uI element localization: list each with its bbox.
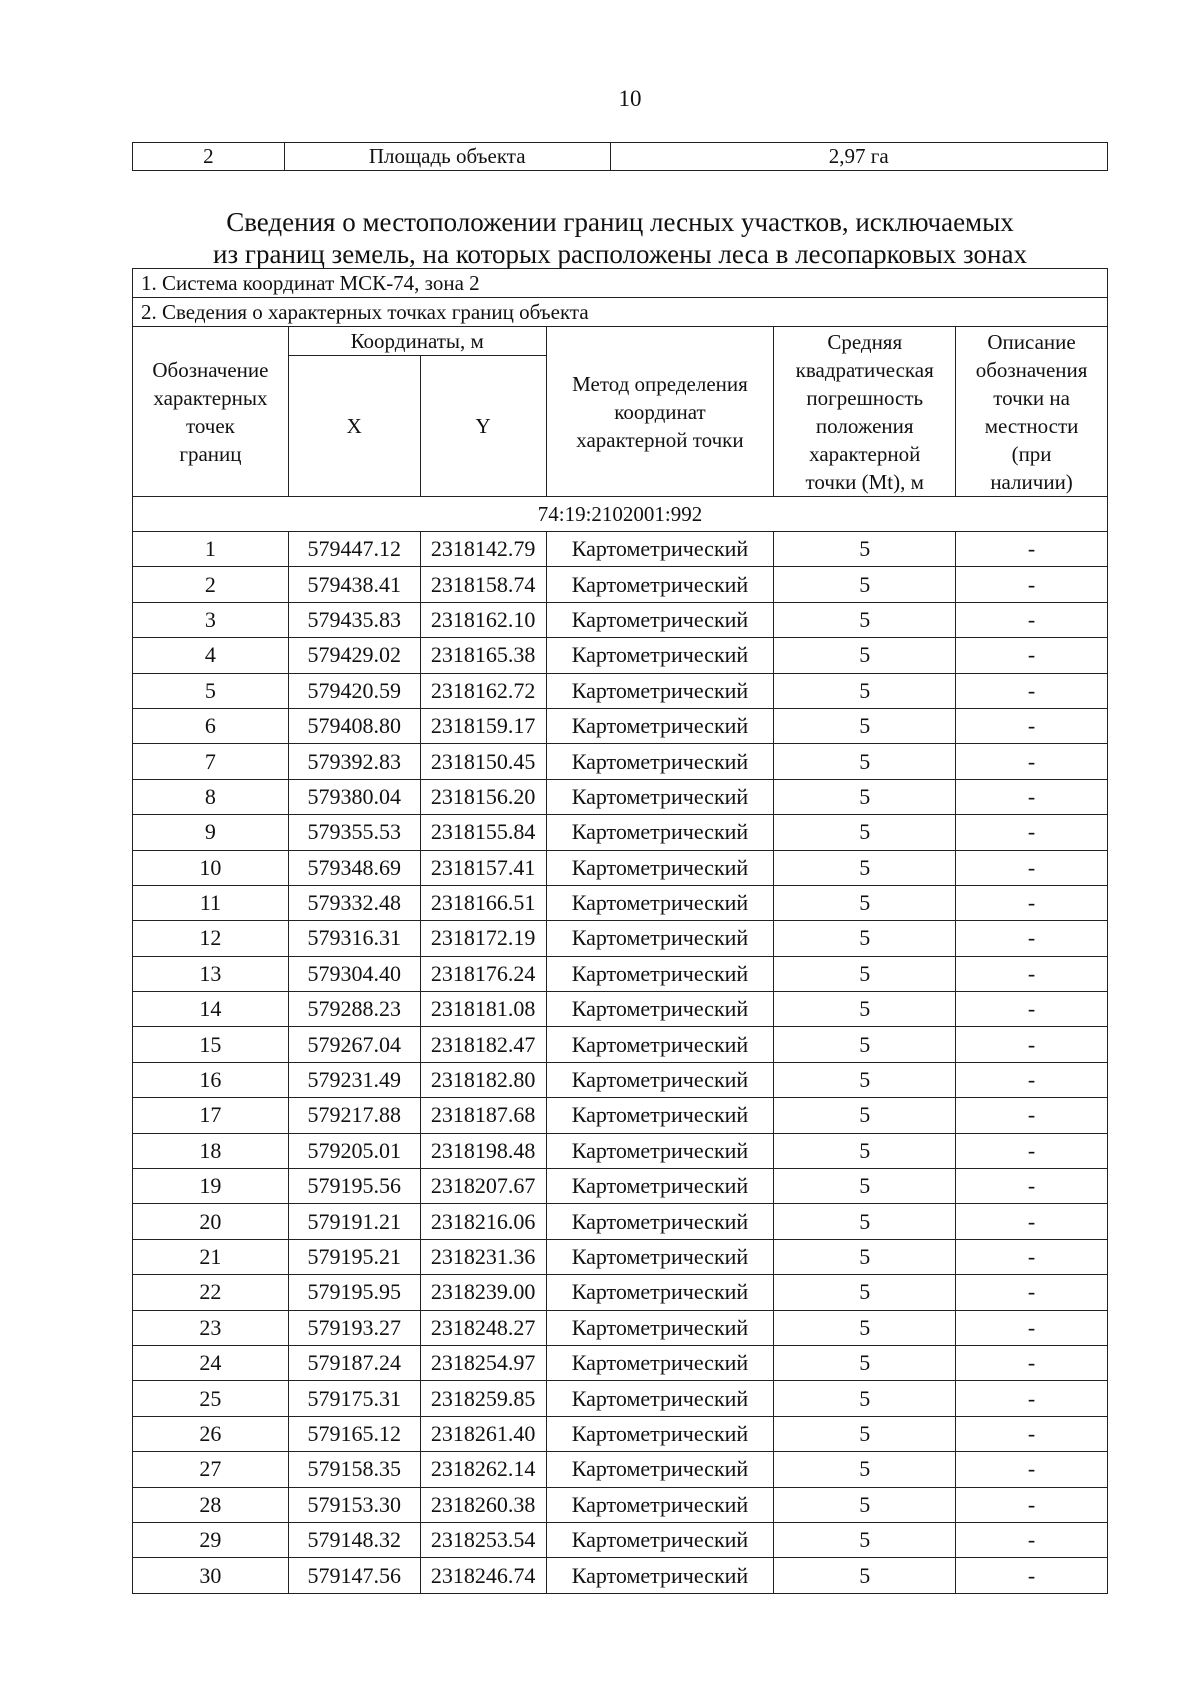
coord-x: 579165.12 <box>288 1416 420 1451</box>
coord-y: 2318142.79 <box>420 532 546 567</box>
table-row <box>133 850 1108 885</box>
method: Картометрический <box>546 1487 774 1522</box>
description: - <box>956 708 1108 743</box>
page-number: 10 <box>618 86 642 111</box>
point-number: 17 <box>133 1098 289 1133</box>
point-number: 22 <box>133 1275 289 1310</box>
description: - <box>956 638 1108 673</box>
point-number: 14 <box>133 992 289 1027</box>
coord-x: 579195.56 <box>288 1169 420 1204</box>
table-row <box>133 1558 1108 1593</box>
table-row <box>133 921 1108 956</box>
point-number: 7 <box>133 744 289 779</box>
coord-x: 579348.69 <box>288 850 420 885</box>
error-mt: 5 <box>774 992 956 1027</box>
coord-x: 579175.31 <box>288 1381 420 1416</box>
coord-x: 579205.01 <box>288 1133 420 1168</box>
method: Картометрический <box>546 850 774 885</box>
error-mt: 5 <box>774 673 956 708</box>
coord-x: 579191.21 <box>288 1204 420 1239</box>
description: - <box>956 885 1108 920</box>
description: - <box>956 956 1108 991</box>
coord-y: 2318158.74 <box>420 567 546 602</box>
coord-y: 2318155.84 <box>420 815 546 850</box>
error-mt: 5 <box>774 779 956 814</box>
description: - <box>956 1310 1108 1345</box>
error-mt: 5 <box>774 1522 956 1557</box>
table-row <box>133 1452 1108 1487</box>
table-row <box>133 532 1108 567</box>
description: - <box>956 1345 1108 1380</box>
coord-x: 579153.30 <box>288 1487 420 1522</box>
point-number: 15 <box>133 1027 289 1062</box>
description: - <box>956 744 1108 779</box>
coord-x: 579435.83 <box>288 602 420 637</box>
coord-x: 579288.23 <box>288 992 420 1027</box>
description: - <box>956 602 1108 637</box>
error-mt: 5 <box>774 1062 956 1097</box>
point-number: 20 <box>133 1204 289 1239</box>
table-row <box>133 1062 1108 1097</box>
error-mt: 5 <box>774 1133 956 1168</box>
coord-y: 2318187.68 <box>420 1098 546 1133</box>
description: - <box>956 1522 1108 1557</box>
description: - <box>956 779 1108 814</box>
coord-y: 2318246.74 <box>420 1558 546 1593</box>
table-row <box>133 1487 1108 1522</box>
coord-x: 579147.56 <box>288 1558 420 1593</box>
point-number: 6 <box>133 708 289 743</box>
point-number: 4 <box>133 638 289 673</box>
table-row <box>133 744 1108 779</box>
coord-x: 579217.88 <box>288 1098 420 1133</box>
table-row <box>133 1098 1108 1133</box>
coord-y: 2318156.20 <box>420 779 546 814</box>
method: Картометрический <box>546 1275 774 1310</box>
coord-y: 2318181.08 <box>420 992 546 1027</box>
description: - <box>956 1381 1108 1416</box>
table-row <box>133 673 1108 708</box>
point-number: 16 <box>133 1062 289 1097</box>
coord-y: 2318165.38 <box>420 638 546 673</box>
coord-y: 2318162.10 <box>420 602 546 637</box>
area-value: 2,97 га <box>610 143 1107 171</box>
error-mt: 5 <box>774 815 956 850</box>
error-mt: 5 <box>774 885 956 920</box>
table-row <box>133 1169 1108 1204</box>
header-method: Метод определения координат характерной точки <box>546 327 774 497</box>
description: - <box>956 1558 1108 1593</box>
point-number: 1 <box>133 532 289 567</box>
table-row <box>133 298 1108 327</box>
error-mt: 5 <box>774 1098 956 1133</box>
point-number: 2 <box>133 567 289 602</box>
method: Картометрический <box>546 602 774 637</box>
table-row <box>133 815 1108 850</box>
point-number: 25 <box>133 1381 289 1416</box>
header-row <box>133 327 1108 356</box>
table-row <box>133 1027 1108 1062</box>
coord-y: 2318239.00 <box>420 1275 546 1310</box>
error-mt: 5 <box>774 850 956 885</box>
point-number: 30 <box>133 1558 289 1593</box>
method: Картометрический <box>546 567 774 602</box>
method: Картометрический <box>546 1310 774 1345</box>
description: - <box>956 673 1108 708</box>
error-mt: 5 <box>774 1558 956 1593</box>
method: Картометрический <box>546 673 774 708</box>
header-y: Y <box>420 356 546 497</box>
description: - <box>956 1027 1108 1062</box>
table-row <box>133 1133 1108 1168</box>
table-row <box>133 1416 1108 1451</box>
table-row <box>133 956 1108 991</box>
point-number: 19 <box>133 1169 289 1204</box>
description: - <box>956 1416 1108 1451</box>
table-row <box>133 1522 1108 1557</box>
error-mt: 5 <box>774 1345 956 1380</box>
coord-x: 579447.12 <box>288 532 420 567</box>
coord-x: 579316.31 <box>288 921 420 956</box>
point-number: 29 <box>133 1522 289 1557</box>
method: Картометрический <box>546 885 774 920</box>
error-mt: 5 <box>774 1416 956 1451</box>
coord-y: 2318198.48 <box>420 1133 546 1168</box>
error-mt: 5 <box>774 1487 956 1522</box>
point-number: 28 <box>133 1487 289 1522</box>
description: - <box>956 1452 1108 1487</box>
point-number: 26 <box>133 1416 289 1451</box>
coord-y: 2318262.14 <box>420 1452 546 1487</box>
point-number: 18 <box>133 1133 289 1168</box>
method: Картометрический <box>546 744 774 779</box>
method: Картометрический <box>546 1558 774 1593</box>
heading-line-2: из границ земель, на которых расположены леса в лесопарковых зонах <box>213 239 1027 269</box>
error-mt: 5 <box>774 956 956 991</box>
point-number: 23 <box>133 1310 289 1345</box>
point-number: 21 <box>133 1239 289 1274</box>
method: Картометрический <box>546 779 774 814</box>
method: Картометрический <box>546 532 774 567</box>
coord-system-info: 1. Система координат МСК-74, зона 2 <box>133 269 1108 298</box>
table-row <box>133 638 1108 673</box>
boundary-points-table <box>132 268 1108 1594</box>
method: Картометрический <box>546 1133 774 1168</box>
coord-y: 2318176.24 <box>420 956 546 991</box>
coord-x: 579380.04 <box>288 779 420 814</box>
description: - <box>956 815 1108 850</box>
method: Картометрический <box>546 815 774 850</box>
coord-x: 579193.27 <box>288 1310 420 1345</box>
error-mt: 5 <box>774 602 956 637</box>
table-row <box>133 1310 1108 1345</box>
table-row <box>133 602 1108 637</box>
coord-x: 579148.32 <box>288 1522 420 1557</box>
error-mt: 5 <box>774 744 956 779</box>
method: Картометрический <box>546 708 774 743</box>
table-row <box>133 1381 1108 1416</box>
coord-x: 579195.21 <box>288 1239 420 1274</box>
table-row <box>133 885 1108 920</box>
error-mt: 5 <box>774 1204 956 1239</box>
method: Картометрический <box>546 638 774 673</box>
coord-x: 579438.41 <box>288 567 420 602</box>
coord-x: 579231.49 <box>288 1062 420 1097</box>
coord-y: 2318260.38 <box>420 1487 546 1522</box>
method: Картометрический <box>546 1416 774 1451</box>
header-error: Средняя квадратическая погрешность положения характерной точки (Mt), м <box>774 327 956 497</box>
description: - <box>956 850 1108 885</box>
area-table <box>132 142 1108 171</box>
coord-y: 2318150.45 <box>420 744 546 779</box>
heading-line-1: Сведения о местоположении границ лесных участков, исключаемых <box>226 207 1014 237</box>
coord-y: 2318248.27 <box>420 1310 546 1345</box>
coord-x: 579408.80 <box>288 708 420 743</box>
coord-x: 579187.24 <box>288 1345 420 1380</box>
table-row <box>133 992 1108 1027</box>
method: Картометрический <box>546 1098 774 1133</box>
method: Картометрический <box>546 1062 774 1097</box>
table-row <box>133 1345 1108 1380</box>
description: - <box>956 1275 1108 1310</box>
error-mt: 5 <box>774 567 956 602</box>
description: - <box>956 1133 1108 1168</box>
description: - <box>956 1204 1108 1239</box>
table-row <box>133 779 1108 814</box>
coord-y: 2318157.41 <box>420 850 546 885</box>
method: Картометрический <box>546 1239 774 1274</box>
coord-x: 579158.35 <box>288 1452 420 1487</box>
description: - <box>956 532 1108 567</box>
error-mt: 5 <box>774 1310 956 1345</box>
header-x: X <box>288 356 420 497</box>
description: - <box>956 1169 1108 1204</box>
header-coords: Координаты, м <box>288 327 546 356</box>
table-row <box>133 269 1108 298</box>
point-number: 24 <box>133 1345 289 1380</box>
description: - <box>956 1239 1108 1274</box>
coord-x: 579355.53 <box>288 815 420 850</box>
error-mt: 5 <box>774 1452 956 1487</box>
point-number: 9 <box>133 815 289 850</box>
point-number: 13 <box>133 956 289 991</box>
table-row <box>133 1275 1108 1310</box>
header-point: Обозначение характерных точек границ <box>133 327 289 497</box>
point-number: 8 <box>133 779 289 814</box>
coord-y: 2318162.72 <box>420 673 546 708</box>
description: - <box>956 567 1108 602</box>
error-mt: 5 <box>774 708 956 743</box>
method: Картометрический <box>546 992 774 1027</box>
header-description: Описание обозначения точки на местности (при наличии) <box>956 327 1108 497</box>
coord-y: 2318182.80 <box>420 1062 546 1097</box>
method: Картометрический <box>546 1345 774 1380</box>
coord-x: 579304.40 <box>288 956 420 991</box>
method: Картометрический <box>546 1381 774 1416</box>
point-number: 11 <box>133 885 289 920</box>
area-label: Площадь объекта <box>284 143 610 171</box>
method: Картометрический <box>546 921 774 956</box>
section-heading <box>132 206 1108 270</box>
coord-x: 579429.02 <box>288 638 420 673</box>
coord-y: 2318159.17 <box>420 708 546 743</box>
method: Картометрический <box>546 1452 774 1487</box>
coord-y: 2318216.06 <box>420 1204 546 1239</box>
table-row <box>133 567 1108 602</box>
description: - <box>956 921 1108 956</box>
coord-y: 2318166.51 <box>420 885 546 920</box>
point-number: 10 <box>133 850 289 885</box>
description: - <box>956 1487 1108 1522</box>
error-mt: 5 <box>774 1275 956 1310</box>
point-number: 3 <box>133 602 289 637</box>
cadastral-number: 74:19:2102001:992 <box>133 497 1108 532</box>
coord-y: 2318207.67 <box>420 1169 546 1204</box>
error-mt: 5 <box>774 1169 956 1204</box>
error-mt: 5 <box>774 532 956 567</box>
point-number: 12 <box>133 921 289 956</box>
method: Картометрический <box>546 1027 774 1062</box>
method: Картометрический <box>546 956 774 991</box>
coord-y: 2318259.85 <box>420 1381 546 1416</box>
points-info: 2. Сведения о характерных точках границ объекта <box>133 298 1108 327</box>
coord-x: 579392.83 <box>288 744 420 779</box>
table-row <box>133 497 1108 532</box>
coord-y: 2318261.40 <box>420 1416 546 1451</box>
method: Картометрический <box>546 1169 774 1204</box>
table-row <box>133 1204 1108 1239</box>
point-number: 5 <box>133 673 289 708</box>
table-row <box>133 1239 1108 1274</box>
coord-x: 579195.95 <box>288 1275 420 1310</box>
description: - <box>956 992 1108 1027</box>
description: - <box>956 1098 1108 1133</box>
coord-y: 2318182.47 <box>420 1027 546 1062</box>
point-number: 27 <box>133 1452 289 1487</box>
error-mt: 5 <box>774 921 956 956</box>
method: Картометрический <box>546 1204 774 1239</box>
method: Картометрический <box>546 1522 774 1557</box>
table-row <box>133 708 1108 743</box>
error-mt: 5 <box>774 638 956 673</box>
coord-x: 579420.59 <box>288 673 420 708</box>
coord-x: 579332.48 <box>288 885 420 920</box>
coord-y: 2318172.19 <box>420 921 546 956</box>
table-body <box>133 532 1108 1594</box>
error-mt: 5 <box>774 1027 956 1062</box>
coord-x: 579267.04 <box>288 1027 420 1062</box>
table-row <box>133 143 1108 171</box>
coord-y: 2318231.36 <box>420 1239 546 1274</box>
coord-y: 2318254.97 <box>420 1345 546 1380</box>
coord-y: 2318253.54 <box>420 1522 546 1557</box>
error-mt: 5 <box>774 1239 956 1274</box>
description: - <box>956 1062 1108 1097</box>
row-number: 2 <box>133 143 285 171</box>
error-mt: 5 <box>774 1381 956 1416</box>
